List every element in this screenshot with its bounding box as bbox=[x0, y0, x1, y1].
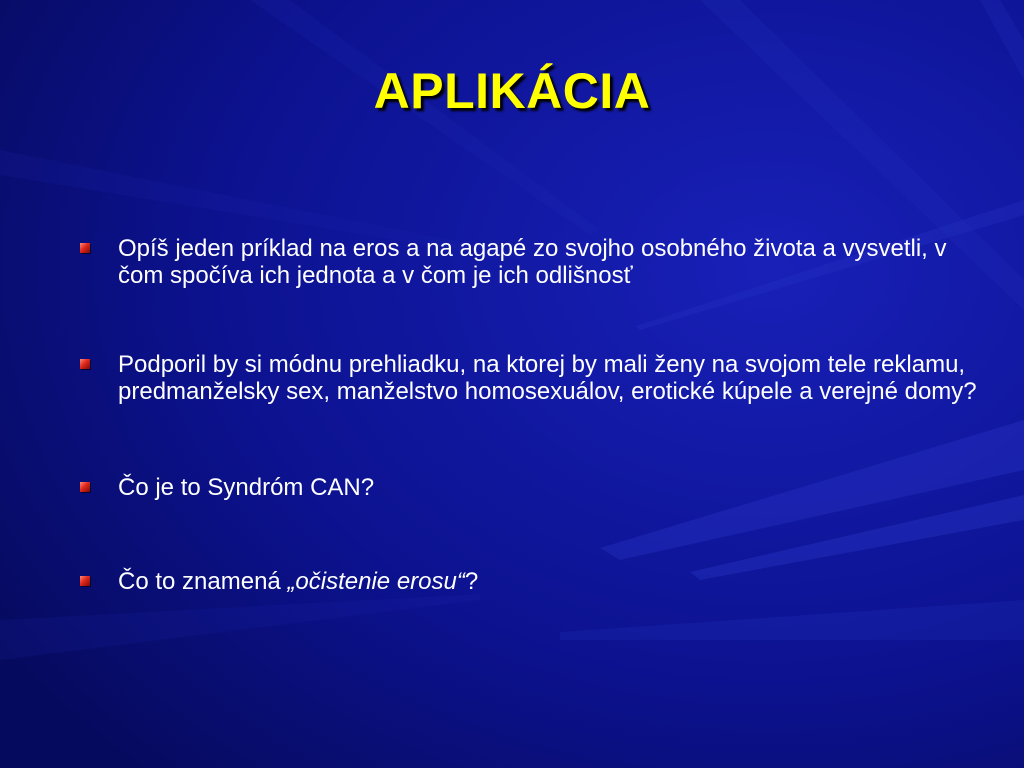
bullet-text-italic: „očistenie erosu“ bbox=[287, 568, 465, 595]
square-bullet-icon bbox=[80, 359, 90, 369]
bullet-text: Podporil by si módnu prehliadku, na ktorej by mali ženy na svojom tele reklamu, predmanželsky sex, manželstvo homosexuálov, erotické kúpele a verejné domy? bbox=[118, 351, 977, 405]
bullet-text: Čo je to Syndróm CAN? bbox=[118, 474, 375, 501]
bullet-text-start: Čo to znamená bbox=[118, 568, 288, 595]
square-bullet-icon bbox=[80, 576, 90, 586]
square-bullet-icon bbox=[80, 482, 90, 492]
slide-title: APLIKÁCIA bbox=[373, 63, 651, 119]
bullet-text-end: ? bbox=[464, 568, 479, 595]
square-bullet-icon bbox=[80, 243, 90, 253]
bullet-text: Opíš jeden príklad na eros a na agapé zo svojho osobného života a vysvetli, v čom spočíva ich jednota a v čom je ich odlišnosť bbox=[118, 235, 947, 289]
bullet-text bbox=[118, 568, 978, 595]
